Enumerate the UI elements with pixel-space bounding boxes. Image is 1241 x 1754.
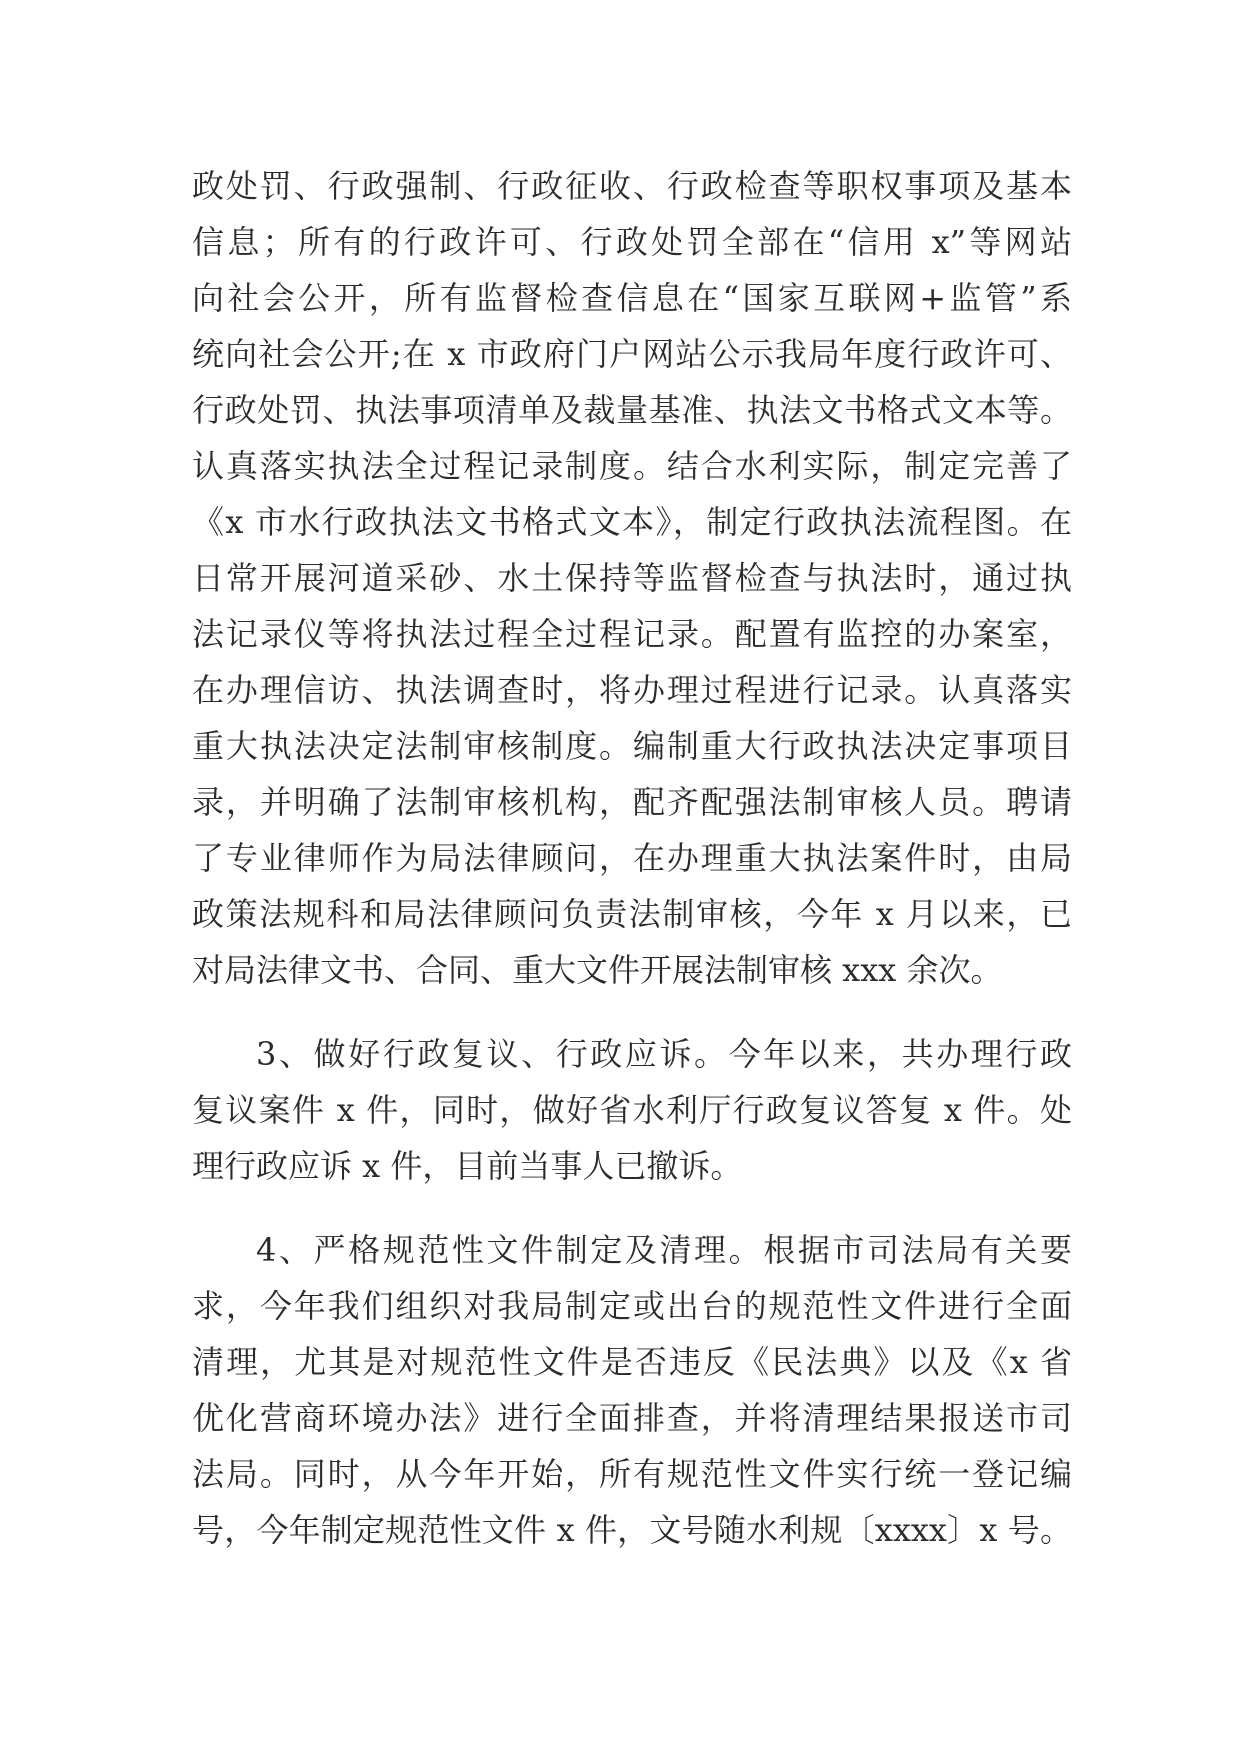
text-line: 复议案件 x 件，同时，做好省水利厅行政复议答复 x 件。处 (192, 1091, 1072, 1129)
text-line: 理行政应诉 x 件，目前当事人已撤诉。 (192, 1147, 743, 1185)
paragraph-spacing (192, 1194, 1072, 1222)
text-line: 认真落实执法全过程记录制度。结合水利实际，制定完善了 (192, 447, 1072, 485)
text-line: 3、做好行政复议、行政应诉。今年以来，共办理行政 (256, 1035, 1072, 1073)
text-line: 法局。同时，从今年开始，所有规范性文件实行统一登记编 (192, 1455, 1072, 1493)
paragraph-continuation (192, 158, 1072, 998)
text-line: 政策法规科和局法律顾问负责法制审核，今年 x 月以来，已 (192, 895, 1072, 933)
text-line: 统向社会公开;在 x 市政府门户网站公示我局年度行政许可、 (192, 335, 1072, 373)
text-line: 对局法律文书、合同、重大文件开展法制审核 xxx 余次。 (192, 951, 1003, 989)
text-line: 号，今年制定规范性文件 x 件，文号随水利规〔xxxx〕x 号。 (192, 1511, 1072, 1549)
text-line: 法记录仪等将执法过程全过程记录。配置有监控的办案室， (192, 615, 1072, 653)
paragraph-item-4 (192, 1222, 1072, 1558)
text-line: 录，并明确了法制审核机构，配齐配强法制审核人员。聘请 (192, 783, 1072, 821)
text-line: 4、严格规范性文件制定及清理。根据市司法局有关要 (256, 1231, 1072, 1269)
text-line: 优化营商环境办法》进行全面排查，并将清理结果报送市司 (192, 1399, 1072, 1437)
text-line: 行政处罚、执法事项清单及裁量基准、执法文书格式文本等。 (192, 391, 1072, 429)
document-body (192, 158, 1072, 1558)
text-line: 信息；所有的行政许可、行政处罚全部在“信用 x”等网站 (192, 223, 1072, 261)
paragraph-spacing (192, 998, 1072, 1026)
text-line: 重大执法决定法制审核制度。编制重大行政执法决定事项目 (192, 727, 1072, 765)
text-line: 清理，尤其是对规范性文件是否违反《民法典》以及《x 省 (192, 1343, 1072, 1381)
text-line: 《x 市水行政执法文书格式文本》，制定行政执法流程图。在 (192, 503, 1072, 541)
text-line: 向社会公开，所有监督检查信息在“国家互联网+监管”系 (192, 279, 1072, 317)
text-line: 政处罚、行政强制、行政征收、行政检查等职权事项及基本 (192, 167, 1072, 205)
paragraph-item-3 (192, 1026, 1072, 1194)
text-line: 在办理信访、执法调查时，将办理过程进行记录。认真落实 (192, 671, 1072, 709)
text-line: 求，今年我们组织对我局制定或出台的规范性文件进行全面 (192, 1287, 1072, 1325)
text-line: 日常开展河道采砂、水土保持等监督检查与执法时，通过执 (192, 559, 1072, 597)
text-line: 了专业律师作为局法律顾问，在办理重大执法案件时，由局 (192, 839, 1072, 877)
